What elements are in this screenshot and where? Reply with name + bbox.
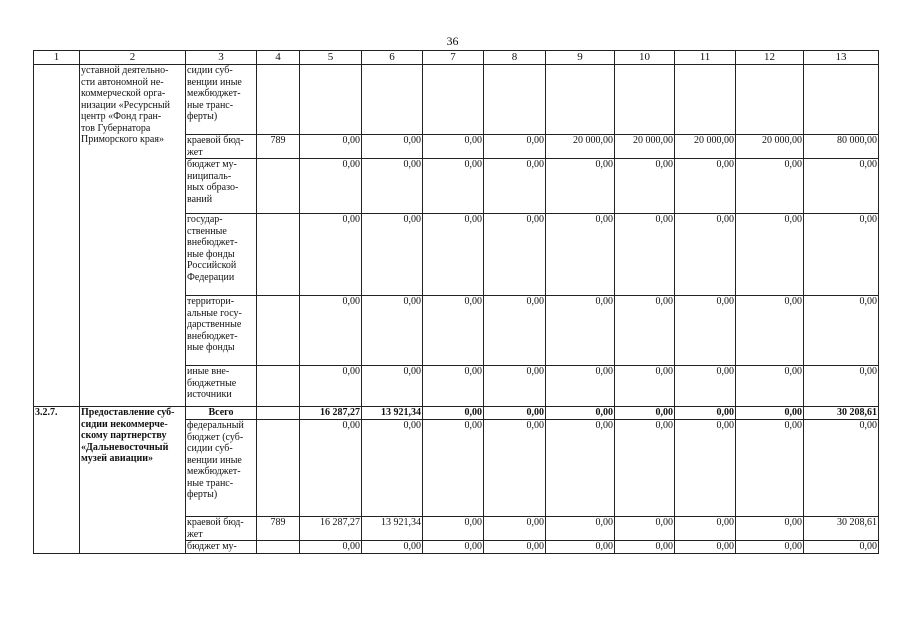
value-cell: 0,00 (423, 517, 484, 541)
value-cell: 0,00 (675, 214, 736, 296)
value-cell: 0,00 (484, 214, 546, 296)
code-cell (257, 366, 300, 407)
funding-source-cell: федеральный бюджет (суб- сидии суб- венции иные межбюджет- ные транс- ферты) (186, 420, 257, 517)
value-cell: 0,00 (736, 366, 804, 407)
value-cell: 0,00 (300, 214, 362, 296)
value-cell (362, 65, 423, 135)
value-cell: 0,00 (484, 407, 546, 420)
value-cell (300, 65, 362, 135)
funding-source-cell: краевой бюд- жет (186, 517, 257, 541)
value-cell: 0,00 (675, 420, 736, 517)
value-cell: 0,00 (736, 407, 804, 420)
value-cell: 0,00 (546, 296, 615, 366)
funding-source-cell: Всего (186, 407, 257, 420)
value-cell: 30 208,61 (804, 407, 879, 420)
value-cell: 0,00 (300, 541, 362, 554)
value-cell: 0,00 (804, 296, 879, 366)
code-cell (257, 65, 300, 135)
page-number: 36 (446, 34, 459, 48)
value-cell: 0,00 (300, 296, 362, 366)
column-header: 7 (423, 51, 484, 65)
value-cell: 0,00 (484, 517, 546, 541)
table-row (34, 407, 879, 420)
code-cell: 789 (257, 135, 300, 159)
funding-source-cell: краевой бюд- жет (186, 135, 257, 159)
column-header: 5 (300, 51, 362, 65)
code-cell (257, 541, 300, 554)
measure-name-cell: Предоставление суб- сидии некоммерче- скому партнерству «Дальневосточный музей авиации» (80, 407, 186, 554)
column-header: 1 (34, 51, 80, 65)
funding-source-cell: бюджет му- ниципаль- ных образо- ваний (186, 159, 257, 214)
value-cell (484, 65, 546, 135)
value-cell: 0,00 (423, 214, 484, 296)
value-cell: 0,00 (362, 135, 423, 159)
measure-name-cell: уставной деятельно- сти автономной не- коммерческой орга- низации «Ресурсный центр «Фонд гран- тов Губернатора Приморского края» (80, 65, 186, 407)
value-cell: 0,00 (362, 366, 423, 407)
code-cell (257, 159, 300, 214)
value-cell: 0,00 (484, 159, 546, 214)
value-cell (804, 65, 879, 135)
value-cell: 0,00 (362, 159, 423, 214)
funding-source-cell: государ- ственные внебюджет- ные фонды Российской Федерации (186, 214, 257, 296)
value-cell: 0,00 (736, 214, 804, 296)
value-cell: 0,00 (546, 366, 615, 407)
value-cell: 0,00 (484, 420, 546, 517)
value-cell (423, 65, 484, 135)
value-cell: 0,00 (423, 135, 484, 159)
value-cell: 16 287,27 (300, 517, 362, 541)
value-cell: 0,00 (362, 214, 423, 296)
code-cell (257, 214, 300, 296)
table-row (34, 65, 879, 135)
column-header: 3 (186, 51, 257, 65)
value-cell: 0,00 (736, 159, 804, 214)
column-header: 2 (80, 51, 186, 65)
value-cell: 0,00 (546, 407, 615, 420)
value-cell: 0,00 (675, 517, 736, 541)
value-cell: 0,00 (546, 541, 615, 554)
value-cell: 0,00 (300, 135, 362, 159)
value-cell: 0,00 (615, 296, 675, 366)
value-cell: 0,00 (484, 366, 546, 407)
value-cell: 0,00 (675, 159, 736, 214)
value-cell: 13 921,34 (362, 407, 423, 420)
value-cell: 20 000,00 (546, 135, 615, 159)
value-cell: 0,00 (300, 366, 362, 407)
value-cell: 0,00 (675, 541, 736, 554)
value-cell: 0,00 (736, 296, 804, 366)
value-cell: 0,00 (546, 159, 615, 214)
value-cell: 0,00 (804, 159, 879, 214)
value-cell: 0,00 (546, 214, 615, 296)
value-cell: 0,00 (300, 420, 362, 517)
value-cell: 0,00 (546, 517, 615, 541)
value-cell: 0,00 (615, 366, 675, 407)
value-cell: 0,00 (615, 517, 675, 541)
value-cell (546, 65, 615, 135)
value-cell: 0,00 (546, 420, 615, 517)
code-cell: 789 (257, 517, 300, 541)
value-cell: 0,00 (804, 541, 879, 554)
value-cell: 0,00 (362, 296, 423, 366)
value-cell: 0,00 (736, 420, 804, 517)
code-cell (257, 407, 300, 420)
value-cell: 0,00 (804, 420, 879, 517)
value-cell: 0,00 (423, 159, 484, 214)
value-cell: 0,00 (362, 420, 423, 517)
value-cell: 0,00 (362, 541, 423, 554)
budget-table (33, 50, 879, 554)
row-number-cell (34, 65, 80, 407)
value-cell: 0,00 (484, 135, 546, 159)
value-cell: 0,00 (615, 407, 675, 420)
value-cell (675, 65, 736, 135)
value-cell: 20 000,00 (736, 135, 804, 159)
value-cell: 0,00 (615, 159, 675, 214)
value-cell: 80 000,00 (804, 135, 879, 159)
value-cell: 0,00 (300, 159, 362, 214)
column-header: 13 (804, 51, 879, 65)
funding-source-cell: бюджет му- (186, 541, 257, 554)
value-cell: 0,00 (675, 407, 736, 420)
value-cell: 0,00 (423, 296, 484, 366)
value-cell: 0,00 (484, 541, 546, 554)
code-cell (257, 296, 300, 366)
column-header: 12 (736, 51, 804, 65)
column-header: 11 (675, 51, 736, 65)
column-header: 10 (615, 51, 675, 65)
funding-source-cell: территори- альные госу- дарственные внебюджет- ные фонды (186, 296, 257, 366)
value-cell: 13 921,34 (362, 517, 423, 541)
column-header: 9 (546, 51, 615, 65)
value-cell: 20 000,00 (675, 135, 736, 159)
value-cell: 0,00 (615, 420, 675, 517)
value-cell: 0,00 (484, 296, 546, 366)
value-cell: 0,00 (423, 407, 484, 420)
value-cell (615, 65, 675, 135)
value-cell: 0,00 (736, 541, 804, 554)
value-cell: 0,00 (615, 541, 675, 554)
column-header: 6 (362, 51, 423, 65)
value-cell: 0,00 (675, 296, 736, 366)
value-cell: 16 287,27 (300, 407, 362, 420)
row-number-cell: 3.2.7. (34, 407, 80, 554)
value-cell: 20 000,00 (615, 135, 675, 159)
column-header: 4 (257, 51, 300, 65)
value-cell: 0,00 (423, 420, 484, 517)
value-cell (736, 65, 804, 135)
value-cell: 30 208,61 (804, 517, 879, 541)
funding-source-cell: иные вне- бюджетные источники (186, 366, 257, 407)
value-cell: 0,00 (615, 214, 675, 296)
value-cell: 0,00 (423, 541, 484, 554)
column-header-row (34, 51, 879, 65)
value-cell: 0,00 (423, 366, 484, 407)
value-cell: 0,00 (675, 366, 736, 407)
code-cell (257, 420, 300, 517)
value-cell: 0,00 (804, 366, 879, 407)
funding-source-cell: сидии суб- венции иные межбюджет- ные транс- ферты) (186, 65, 257, 135)
column-header: 8 (484, 51, 546, 65)
value-cell: 0,00 (804, 214, 879, 296)
value-cell: 0,00 (736, 517, 804, 541)
